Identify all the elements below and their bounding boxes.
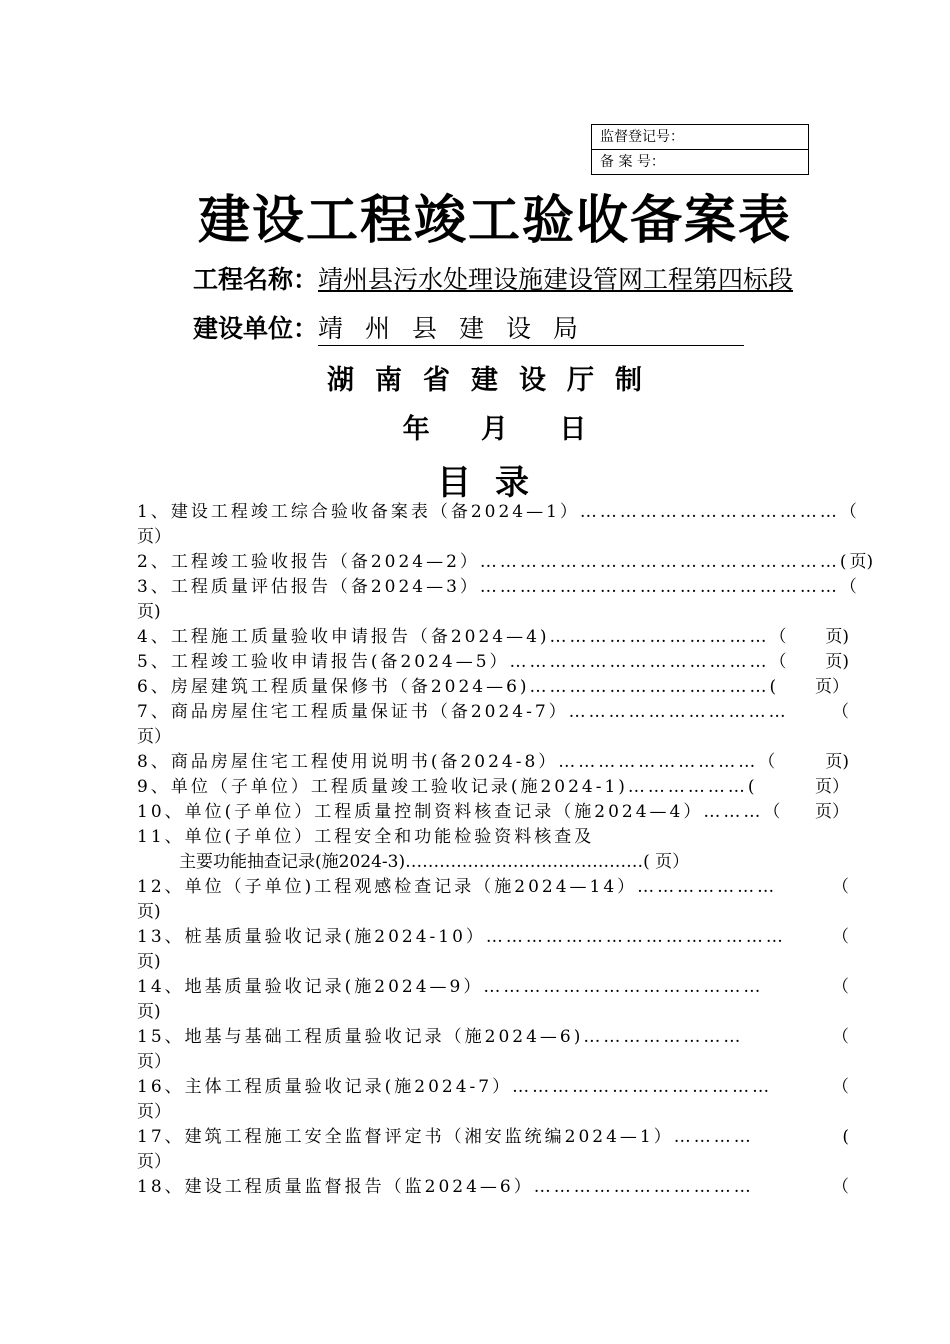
toc-item-continuation: 页): [137, 902, 161, 922]
toc-item-line: [137, 575, 857, 600]
toc-item: [137, 575, 857, 625]
toc-item-page-marker: （: [832, 927, 849, 947]
toc-item-page-marker: （: [832, 977, 849, 997]
toc-item: [137, 650, 849, 675]
toc-item-text: 11、单位(子单位）工程安全和功能检验资料核查及: [137, 827, 595, 847]
toc-item-text: 10、单位(子单位）工程质量控制资料核查记录（施2024—4）………（: [137, 802, 784, 822]
toc-item: [137, 1175, 849, 1200]
toc-item: [137, 500, 857, 550]
toc-item-text: 8、商品房屋住宅工程使用说明书(备2024-8）…………………………（: [137, 752, 779, 772]
toc-item-text: 18、建设工程质量监督报告（监2024—6）……………………………: [137, 1177, 754, 1197]
toc-item-continuation: 页): [137, 1002, 161, 1022]
toc-item-continuation: 页）: [137, 527, 171, 547]
toc-item-text: 5、工程竣工验收申请报告(备2024—5）…………………………………（: [137, 652, 790, 672]
project-name-value: 靖州县污水处理设施建设管网工程第四标段: [318, 265, 794, 294]
toc-item-page-marker: 页): [825, 652, 849, 672]
toc-item-line: [137, 825, 849, 850]
toc-item-text: 1、建设工程竣工综合验收备案表（备2024—1）…………………………………: [137, 502, 840, 522]
toc-item-page-marker: (: [842, 1127, 849, 1147]
toc-item: [137, 750, 849, 775]
toc-item-page-marker: 页）: [815, 802, 849, 822]
project-name-label: 工程名称：: [193, 265, 319, 294]
toc-item: [137, 875, 849, 925]
toc-item-text: 13、桩基质量验收记录(施2024-10）………………………………………: [137, 927, 786, 947]
toc-item-line: [137, 625, 849, 650]
toc-item-text: 15、地基与基础工程质量验收记录（施2024—6)……………………: [137, 1027, 744, 1047]
toc-item: [137, 1025, 849, 1075]
construction-unit-value: 靖州县建设局: [318, 309, 744, 346]
table-of-contents: [137, 500, 874, 1200]
toc-item-line: [137, 1125, 849, 1150]
toc-item-page-marker: 页）: [815, 777, 849, 797]
toc-item: [137, 675, 849, 700]
toc-item-page-marker: （: [832, 702, 849, 722]
toc-item: [137, 1075, 849, 1125]
issuer-line: 湖南省建设厅制: [327, 365, 663, 396]
toc-item-line: [137, 1175, 849, 1200]
toc-item-line: [137, 550, 874, 575]
toc-item-line: [137, 800, 849, 825]
toc-item-page-marker: （: [839, 502, 857, 522]
registration-box: [591, 124, 809, 175]
toc-item-line: [137, 1075, 849, 1100]
toc-item: [137, 800, 849, 825]
toc-item-line: [137, 700, 849, 725]
toc-item: [137, 700, 849, 750]
toc-item-continuation: 页）: [137, 1152, 171, 1172]
toc-item-continuation: 页): [137, 602, 161, 622]
toc-item-line: [137, 500, 857, 525]
toc-item-page-marker: （: [832, 1177, 849, 1197]
toc-item-page-marker: 页): [849, 552, 874, 572]
toc-item-line: [137, 925, 849, 950]
toc-item-text: 14、地基质量验收记录(施2024—9）……………………………………: [137, 977, 764, 997]
toc-item-line: [137, 1025, 849, 1050]
toc-item-page-marker: （: [832, 1027, 849, 1047]
document-title: 建设工程竣工验收备案表: [197, 191, 792, 251]
filing-number-label: 备 案 号：: [600, 154, 665, 170]
toc-item-continuation: 主要功能抽查记录(施2024-3)……………………………………( 页）: [179, 852, 690, 872]
toc-item-page-marker: （: [832, 877, 849, 897]
supervision-number-label: 监督登记号：: [592, 125, 808, 150]
toc-item-text: 6、房屋建筑工程质量保修书（备2024—6)………………………………(: [137, 677, 780, 697]
construction-unit-field: [193, 309, 744, 346]
toc-item: [137, 825, 849, 875]
toc-item-text: 12、单位（子单位)工程观感检查记录（施2024—14）…………………: [137, 877, 778, 897]
toc-item-page-marker: 页）: [815, 677, 849, 697]
toc-item: [137, 975, 849, 1025]
toc-item-line: [137, 775, 849, 800]
toc-item-text: 9、单位（子单位）工程质量竣工验收记录(施2024-1)………………(: [137, 777, 758, 797]
toc-title: 目录: [437, 463, 553, 503]
project-name-field: [193, 260, 793, 296]
toc-item-text: 4、工程施工质量验收申请报告（备2024—4)……………………………（: [137, 627, 790, 647]
toc-item-page-marker: 页): [825, 752, 849, 772]
toc-item-line: [137, 875, 849, 900]
toc-item-text: 7、商品房屋住宅工程质量保证书（备2024-7）……………………………: [137, 702, 789, 722]
toc-item-page-marker: （: [832, 1077, 849, 1097]
toc-item-line: [137, 975, 849, 1000]
toc-item-line: [137, 650, 849, 675]
toc-item: [137, 775, 849, 800]
toc-item: [137, 925, 849, 975]
toc-item: [137, 1125, 849, 1175]
toc-item-continuation: 页）: [137, 1102, 171, 1122]
toc-item-text: 2、工程竣工验收报告（备2024—2）………………………………………………(: [137, 552, 850, 572]
date-line: 年 月 日: [402, 414, 588, 445]
toc-item-line: [137, 675, 849, 700]
toc-item-continuation: 页): [137, 952, 161, 972]
toc-item: [137, 550, 874, 575]
construction-unit-label: 建设单位：: [193, 314, 319, 343]
toc-item-text: 16、主体工程质量验收记录(施2024-7）…………………………………: [137, 1077, 773, 1097]
toc-item-continuation: 页）: [137, 727, 171, 747]
toc-item-line: [137, 750, 849, 775]
toc-item-page-marker: （: [839, 577, 857, 597]
toc-item-page-marker: 页): [825, 627, 849, 647]
toc-item-text: 3、工程质量评估报告（备2024—3）………………………………………………: [137, 577, 840, 597]
toc-item: [137, 625, 849, 650]
toc-item-text: 17、建筑工程施工安全监督评定书（湘安监统编2024—1）…………: [137, 1127, 754, 1147]
toc-item-continuation: 页）: [137, 1052, 171, 1072]
